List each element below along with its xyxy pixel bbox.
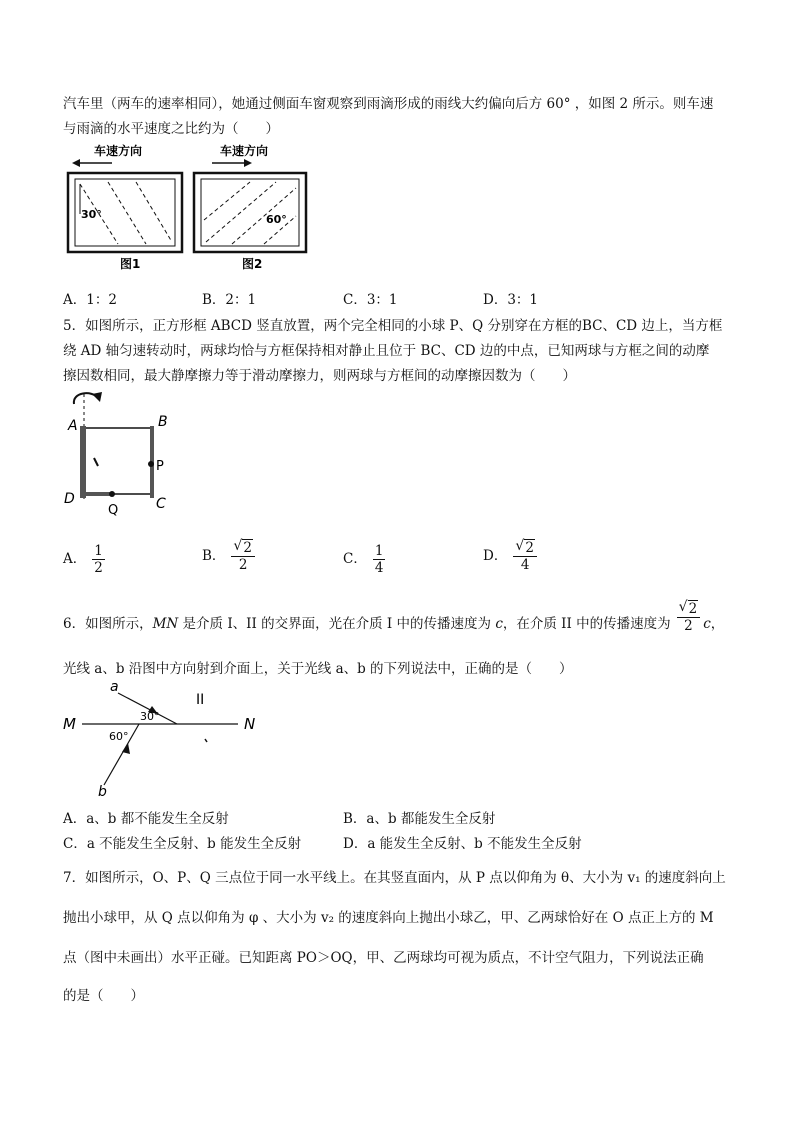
label-b: B bbox=[158, 414, 168, 430]
q6-option-d[interactable]: D．a 能发生全反射、b 不能发生全反射 bbox=[343, 836, 582, 852]
angle-30-label: 30° bbox=[140, 710, 160, 723]
q7-text-line2: 抛出小球甲，从 Q 点以仰角为 φ 、大小为 v₂ 的速度斜向上抛出小球乙，甲、乙两球恰好在 O 点正上方的 M bbox=[63, 910, 714, 926]
angle-60-label: 60° bbox=[109, 730, 129, 743]
fig2-heading: 车速方向 bbox=[220, 144, 269, 158]
q4-figure-1 bbox=[66, 140, 186, 271]
label-p: P bbox=[156, 459, 164, 474]
q5-square-frame-figure bbox=[62, 388, 172, 518]
sqrt-symbol: √ 2 bbox=[515, 538, 534, 556]
q5-option-d[interactable]: D． √ 2 4 bbox=[483, 540, 537, 573]
label-n: N bbox=[244, 715, 256, 733]
fig1-heading: 车速方向 bbox=[94, 144, 143, 158]
q6-text-line1: 6．如图所示，MN 是介质 I、II 的交界面，光在介质 I 中的传播速度为 c，在介质 II 中的传播速度为 √ 2 2 c， bbox=[63, 599, 725, 634]
label-a: A bbox=[68, 418, 78, 434]
q7-text-line1: 7．如图所示，O、P、Q 三点位于同一水平线上。在其竖直面内，从 P 点以仰角为 θ、大小为 v₁ 的速度斜向上 bbox=[63, 870, 726, 886]
label-d: D bbox=[64, 491, 75, 507]
q6-option-a[interactable]: A．a、b 都不能发生全反射 bbox=[63, 811, 229, 827]
q5-option-a[interactable]: A． $\frac{1}{2}$ bbox=[63, 543, 103, 576]
q4-option-b[interactable]: B．2：1 bbox=[202, 292, 257, 308]
label-medium-ii: II bbox=[196, 692, 205, 708]
q5-option-c[interactable]: C． $\frac{1}{4}$ bbox=[343, 543, 384, 576]
q4-option-c[interactable]: C．3：1 bbox=[343, 292, 398, 308]
q4-text-line1: 汽车里（两车的速率相同），她通过侧面车窗观察到雨滴形成的雨线大约偏向后方 60° ，如图 2 所示。则车速 bbox=[63, 96, 714, 112]
ball-p bbox=[148, 461, 154, 467]
q6-option-c[interactable]: C．a 不能发生全反射、b 能发生全反射 bbox=[63, 836, 302, 852]
label-c: C bbox=[156, 496, 166, 512]
fig2-angle-label: 60° bbox=[266, 213, 287, 226]
q5-text-line1: 5．如图所示，正方形框 ABCD 竖直放置，两个完全相同的小球 P、Q 分别穿在方框的BC、CD 边上，当方框 bbox=[63, 318, 723, 334]
label-m: M bbox=[63, 715, 76, 733]
q7-text-line3: 点（图中未画出）水平正碰。已知距离 PO＞OQ，甲、乙两球均可视为质点，不计空气阻力，下列说法正确 bbox=[63, 950, 704, 966]
ball-q bbox=[109, 491, 115, 497]
q7-text-line4: 的是（ ） bbox=[63, 988, 144, 1004]
fig2-caption: 图2 bbox=[242, 257, 263, 271]
q5-text-line3: 擦因数相同，最大静摩擦力等于滑动摩擦力，则两球与方框间的动摩擦因数为（ ） bbox=[63, 368, 576, 384]
label-q: Q bbox=[108, 503, 119, 518]
q6-text-line2: 光线 a、b 沿图中方向射到介面上，关于光线 a、b 的下列说法中，正确的是（ ） bbox=[63, 661, 573, 677]
q6-refraction-figure bbox=[60, 678, 270, 802]
label-ray-b: b bbox=[98, 784, 107, 800]
sqrt-symbol: √ 2 bbox=[233, 538, 253, 556]
fig1-caption: 图1 bbox=[120, 257, 141, 271]
fig1-angle-label: 30° bbox=[81, 208, 102, 221]
q4-text-line2: 与雨滴的水平速度之比约为（ ） bbox=[63, 121, 279, 137]
q4-option-a[interactable]: A．1：2 bbox=[63, 292, 117, 308]
square-frame bbox=[84, 428, 152, 494]
q4-option-d[interactable]: D．3：1 bbox=[483, 292, 539, 308]
q4-figure-2 bbox=[192, 140, 312, 271]
label-ray-a: a bbox=[110, 679, 119, 695]
q5-text-line2: 绕 AD 轴匀速转动时，两球均恰与方框保持相对静止且位于 BC、CD 边的中点，已知两球与方框之间的动摩 bbox=[63, 343, 710, 359]
q5-option-b[interactable]: B． √ 2 2 bbox=[202, 540, 255, 573]
fig2-window-frame bbox=[194, 173, 306, 252]
q6-option-b[interactable]: B．a、b 都能发生全反射 bbox=[343, 811, 496, 827]
